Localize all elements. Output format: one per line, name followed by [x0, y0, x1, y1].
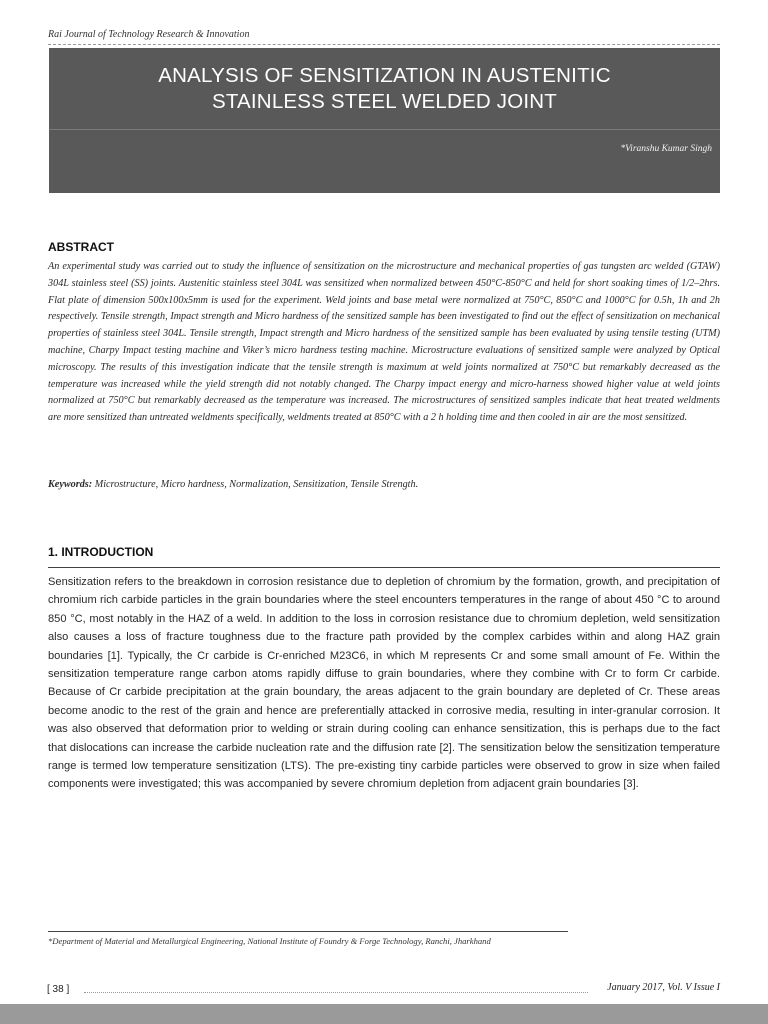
introduction-heading: 1. INTRODUCTION	[48, 545, 154, 559]
header-divider	[48, 44, 720, 45]
abstract-heading: ABSTRACT	[48, 240, 114, 254]
title-block	[49, 48, 720, 193]
footer-dotted-leader	[84, 992, 588, 993]
abstract-body: An experimental study was carried out to study the influence of sensitization on the microstructure and mechanical properties of gas tungsten arc welded (GTAW) 304L stainless steel (SS) joints. Austenitic stainless steel 304L was sensitized when normalized between 450°C-850°C and held for short soaking times of 1/2–2hrs. Flat plate of dimension 500x100x5mm is used for the experiment. Weld joints and base metal were normalized at 750°C, 850°C and 1000°C for 0.5h, 1h and 2h respectively. Tensile strength, Impact strength and Micro hardness of the sensitized sample has been investigated to find out the effect of sensitization on mechanical properties of stainless steel 304L. Tensile strength, Impact strength and Micro hardness of the sensitized sample has been evaluated by using tensile testing (UTM) machine, Charpy Impact testing machine and Viker’s micro hardness testing machine. Microstructure evaluations of sensitized sample were analyzed by Optical microscopy. The results of this investigation indicate that the tensile strength is maximum at weld joints normalized at 750°C but remarkably decreased as the temperature was increased while the yield strength did not notably changed. The Charpy impact energy and micro-harness showed higher value at weld joints normalized at 750°C but remarkably decreased as the temperature was increased. The microstructures of sensitized samples indicate that heat treated weldments are more sensitized than untreated weldments specifically, weldments treated at 850°C with a 2 h holding time and then cooled in air are the most sensitized.	[48, 261, 720, 424]
footnote-divider	[48, 931, 568, 932]
introduction-body: Sensitization refers to the breakdown in corrosion resistance due to depletion of chromium by the formation, growth, and precipitation of chromium rich carbide particles in the grain boundaries where the steel encounters temperatures in the range of about 450 °C to around 850 °C, most notably in the HAZ of a weld. In addition to the loss in corrosion resistance due to chromium depletion, weld sensitization also causes a loss of fracture toughness due to the fracture path provided by the complex carbides within and along HAZ grain boundaries [1]. Typically, the Cr carbide is Cr-enriched M23C6, in which M represents Cr and some small amount of Fe. Within the sensitization temperature range carbon atoms rapidly diffuse to grain boundaries, where they combine with Cr to form Cr carbide. Because of Cr carbide precipitation at the grain boundary, the areas adjacent to the grain boundary are depleted of Cr. These areas become anodic to the rest of the grain and hence are preferentially attacked in corrosive media, resulting in inter-granular corrosion. It was also observed that deformation prior to welding or strain during cooling can enhance sensitization, this is perhaps due to the fact that dislocations can increase the carbide nucleation rate and the diffusion rate [2]. The sensitization below the sensitization temperature range is termed low temperature sensitization (LTS). The pre-existing tiny carbide particles were observed to grow in size when failed components were investigated; this was accompanied by severe chromium depletion from adjacent grain boundaries [3].	[48, 576, 720, 791]
affiliation-footnote: *Department of Material and Metallurgical Engineering, National Institute of Foundry & Forge Technology, Ranchi, Jharkhand	[48, 936, 491, 946]
issue-info: January 2017, Vol. V Issue I	[607, 982, 720, 993]
introduction-divider	[48, 567, 720, 568]
paper-title: ANALYSIS OF SENSITIZATION IN AUSTENITIC STAINLESS STEEL WELDED JOINT	[158, 63, 611, 113]
page-number: [ 38 ]	[47, 984, 70, 995]
journal-name: Rai Journal of Technology Research & Innovation	[48, 29, 250, 40]
keywords-line	[48, 479, 720, 490]
title-panel	[49, 48, 720, 130]
keywords-list: Microstructure, Micro hardness, Normalization, Sensitization, Tensile Strength.	[92, 479, 419, 490]
author-name: *Viranshu Kumar Singh	[620, 144, 712, 154]
keywords-label: Keywords:	[48, 479, 93, 490]
bottom-bar	[0, 1004, 768, 1024]
